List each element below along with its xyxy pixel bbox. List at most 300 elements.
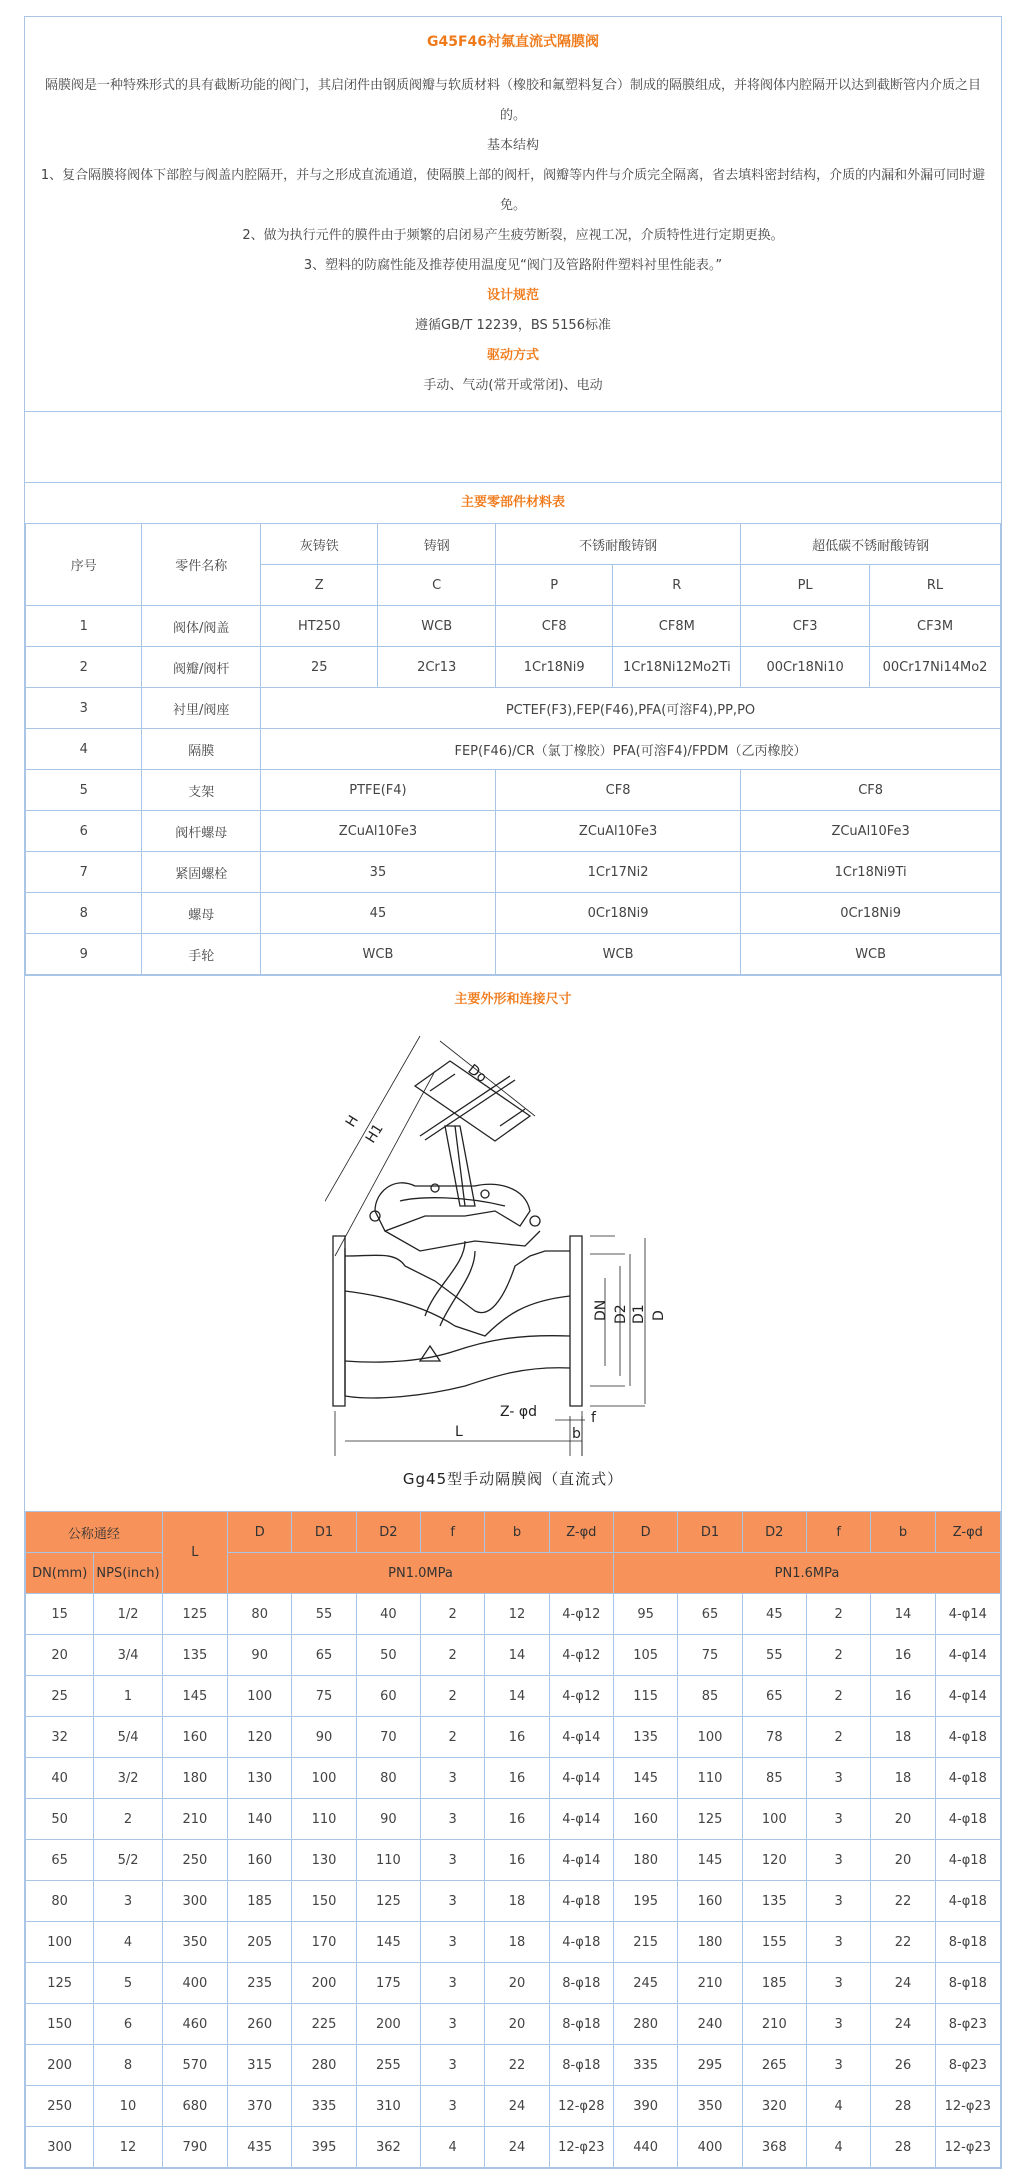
dimension-cell: 4	[806, 2127, 870, 2168]
dimension-cell: 8	[94, 2045, 162, 2086]
dimension-cell: 22	[871, 1881, 935, 1922]
dimension-cell: 16	[485, 1758, 549, 1799]
dimension-cell: 120	[742, 1840, 806, 1881]
dimensions-table	[25, 1511, 1001, 2168]
header-cell: D2	[742, 1512, 806, 1553]
intro-paragraph: 隔膜阀是一种特殊形式的具有截断功能的阀门，其启闭件由钢质阀瓣与软质材料（橡胶和氟塑料复合）制成的隔膜组成，并将阀体内腔隔开以达到截断管内介质之目的。	[44, 78, 981, 123]
dimension-cell: 4-φ12	[549, 1635, 613, 1676]
part-name: 紧固螺栓	[142, 852, 261, 893]
material-cell: ZCuAl10Fe3	[260, 811, 495, 852]
dimension-cell: 135	[742, 1881, 806, 1922]
material-cell: ZCuAl10Fe3	[741, 811, 1001, 852]
dimension-cell: 185	[742, 1963, 806, 2004]
valve-body	[333, 1236, 582, 1406]
dimension-cell: 110	[292, 1799, 356, 1840]
dimension-cell: 200	[292, 1963, 356, 2004]
dimension-cell: 2	[421, 1676, 485, 1717]
dimension-row	[26, 2086, 1001, 2127]
part-name: 支架	[142, 770, 261, 811]
group-header: 灰铸铁	[260, 524, 377, 565]
dimension-cell: 45	[742, 1594, 806, 1635]
dimension-cell: 20	[485, 1963, 549, 2004]
dimension-cell: 125	[356, 1881, 420, 1922]
dimension-cell: 160	[228, 1840, 292, 1881]
dimension-cell: 400	[162, 1963, 227, 2004]
dimension-cell: 300	[162, 1881, 227, 1922]
dimension-cell: 280	[614, 2004, 678, 2045]
material-cell: WCB	[495, 934, 740, 975]
dimension-cell: 335	[614, 2045, 678, 2086]
dimension-cell: 6	[94, 2004, 162, 2045]
dimension-cell: 8-φ18	[549, 2004, 613, 2045]
dimension-cell: 195	[614, 1881, 678, 1922]
dimension-cell: 240	[678, 2004, 742, 2045]
header-cell: Z-φd	[549, 1512, 613, 1553]
col-header-part-name: 零件名称	[142, 524, 261, 606]
dimension-cell: 78	[742, 1717, 806, 1758]
dimension-cell: 90	[356, 1799, 420, 1840]
dimension-cell: 15	[26, 1594, 94, 1635]
dimension-cell: 12	[485, 1594, 549, 1635]
dimension-row	[26, 1799, 1001, 1840]
dimension-cell: 4-φ14	[549, 1840, 613, 1881]
dimension-cell: 8-φ23	[935, 2004, 1000, 2045]
dimension-cell: 225	[292, 2004, 356, 2045]
dimension-cell: 125	[162, 1594, 227, 1635]
dimension-cell: 680	[162, 2086, 227, 2127]
dimension-cell: 100	[292, 1758, 356, 1799]
dimension-cell: 300	[26, 2127, 94, 2168]
dimension-cell: 180	[678, 1922, 742, 1963]
material-cell: CF3M	[870, 606, 1001, 647]
material-cell: WCB	[741, 934, 1001, 975]
header-nominal-diameter: 公称通经	[26, 1512, 163, 1553]
dimension-cell: 400	[678, 2127, 742, 2168]
dimension-cell: 3/4	[94, 1635, 162, 1676]
structure-item-1: 1、复合隔膜将阀体下部腔与阀盖内腔隔开，并与之形成直流通道，使隔膜上部的阀杆，阀瓣等内件与介质完全隔离，省去填料密封结构，介质的内漏和外漏可同时避免。	[40, 168, 986, 213]
dimension-cell: 4-φ14	[549, 1717, 613, 1758]
dimension-cell: 18	[871, 1758, 935, 1799]
dimension-cell: 16	[485, 1717, 549, 1758]
dimension-cell: 440	[614, 2127, 678, 2168]
materials-row	[26, 688, 1001, 729]
dimension-cell: 4-φ18	[549, 1922, 613, 1963]
dimension-cell: 12-φ28	[549, 2086, 613, 2127]
dimension-cell: 160	[614, 1799, 678, 1840]
dimension-cell: 14	[871, 1594, 935, 1635]
part-name: 螺母	[142, 893, 261, 934]
dimension-cell: 210	[742, 2004, 806, 2045]
dimension-cell: 4-φ18	[549, 1881, 613, 1922]
dimension-cell: 215	[614, 1922, 678, 1963]
dimension-row	[26, 1676, 1001, 1717]
dimension-cell: 22	[485, 2045, 549, 2086]
material-cell: CF8	[741, 770, 1001, 811]
dimension-cell: 210	[162, 1799, 227, 1840]
design-text: 遵循GB/T 12239，BS 5156标准	[415, 318, 611, 333]
label-d: D	[651, 1310, 667, 1321]
dimension-cell: 160	[678, 1881, 742, 1922]
dimension-cell: 2	[421, 1635, 485, 1676]
dimension-cell: 50	[356, 1635, 420, 1676]
dimension-cell: 368	[742, 2127, 806, 2168]
dimension-cell: 75	[678, 1635, 742, 1676]
blank-row	[25, 412, 1001, 483]
part-name: 阀瓣/阀杆	[142, 647, 261, 688]
dimension-cell: 362	[356, 2127, 420, 2168]
product-content	[24, 16, 1002, 2169]
dimension-cell: 28	[871, 2127, 935, 2168]
col-header-no: 序号	[26, 524, 142, 606]
dimension-cell: 2	[806, 1676, 870, 1717]
header-nps: NPS(inch)	[94, 1553, 162, 1594]
material-cell: PCTEF(F3),FEP(F46),PFA(可溶F4),PP,PO	[260, 688, 1000, 729]
dimension-cell: 310	[356, 2086, 420, 2127]
dimension-cell: 145	[614, 1758, 678, 1799]
materials-row	[26, 852, 1001, 893]
dimension-cell: 265	[742, 2045, 806, 2086]
dimension-cell: 80	[356, 1758, 420, 1799]
row-number: 8	[26, 893, 142, 934]
dimension-cell: 85	[742, 1758, 806, 1799]
dimension-cell: 3	[806, 2045, 870, 2086]
material-cell: 45	[260, 893, 495, 934]
dimension-cell: 125	[26, 1963, 94, 2004]
header-cell: D	[614, 1512, 678, 1553]
header-cell: f	[806, 1512, 870, 1553]
dimension-cell: 65	[292, 1635, 356, 1676]
code-header: RL	[870, 565, 1001, 606]
header-dn: DN(mm)	[26, 1553, 94, 1594]
dimension-row	[26, 1635, 1001, 1676]
dimension-cell: 4-φ18	[935, 1799, 1000, 1840]
dimension-cell: 10	[94, 2086, 162, 2127]
dimension-cell: 180	[162, 1758, 227, 1799]
material-cell: 1Cr18Ni9Ti	[741, 852, 1001, 893]
dimension-cell: 8-φ18	[549, 2045, 613, 2086]
dimension-cell: 18	[871, 1717, 935, 1758]
drive-heading: 驱动方式	[486, 348, 539, 363]
label-b: b	[572, 1426, 581, 1442]
material-cell: 00Cr18Ni10	[741, 647, 870, 688]
materials-row	[26, 647, 1001, 688]
dimension-cell: 150	[26, 2004, 94, 2045]
dimension-cell: 20	[485, 2004, 549, 2045]
header-cell: b	[485, 1512, 549, 1553]
material-cell: CF8M	[613, 606, 741, 647]
material-cell: 25	[260, 647, 377, 688]
material-cell: 2Cr13	[378, 647, 495, 688]
dimension-cell: 790	[162, 2127, 227, 2168]
dimension-row	[26, 2045, 1001, 2086]
dimension-cell: 135	[614, 1717, 678, 1758]
part-name: 手轮	[142, 934, 261, 975]
dimension-cell: 4	[94, 1922, 162, 1963]
diagram-caption: Gg45型手动隔膜阀（直流式）	[402, 1470, 624, 1488]
dimension-cell: 100	[742, 1799, 806, 1840]
material-cell: 0Cr18Ni9	[495, 893, 740, 934]
intro-section	[25, 17, 1001, 412]
dimension-cell: 5	[94, 1963, 162, 2004]
dimension-cell: 460	[162, 2004, 227, 2045]
dimension-cell: 14	[485, 1676, 549, 1717]
dimension-cell: 175	[356, 1963, 420, 2004]
material-cell: 1Cr18Ni12Mo2Ti	[613, 647, 741, 688]
row-number: 9	[26, 934, 142, 975]
dimension-cell: 210	[678, 1963, 742, 2004]
dimension-cell: 4-φ14	[935, 1676, 1000, 1717]
dimension-cell: 40	[356, 1594, 420, 1635]
dimension-row	[26, 1758, 1001, 1799]
dimension-row	[26, 1963, 1001, 2004]
group-header: 超低碳不锈耐酸铸钢	[741, 524, 1001, 565]
dimension-cell: 3	[806, 2004, 870, 2045]
dimension-diagram	[25, 975, 1001, 1511]
structure-heading: 基本结构	[486, 138, 539, 153]
header-pn10: PN1.0MPa	[228, 1553, 614, 1594]
header-cell: b	[871, 1512, 935, 1553]
dimension-cell: 3	[421, 1963, 485, 2004]
row-number: 1	[26, 606, 142, 647]
dimension-cell: 4	[806, 2086, 870, 2127]
label-zphid: Z- φd	[500, 1404, 537, 1420]
dimension-cell: 3	[806, 1881, 870, 1922]
dimension-cell: 110	[356, 1840, 420, 1881]
dimension-cell: 12-φ23	[935, 2127, 1000, 2168]
material-cell: 0Cr18Ni9	[741, 893, 1001, 934]
dimension-cell: 160	[162, 1717, 227, 1758]
dimension-cell: 24	[871, 1963, 935, 2004]
dimension-cell: 245	[614, 1963, 678, 2004]
dimension-cell: 200	[356, 2004, 420, 2045]
label-do: Do	[464, 1061, 490, 1087]
design-heading: 设计规范	[486, 288, 539, 303]
dimension-cell: 125	[678, 1799, 742, 1840]
dimension-cell: 65	[678, 1594, 742, 1635]
dimension-cell: 145	[162, 1676, 227, 1717]
dimension-cell: 1/2	[94, 1594, 162, 1635]
dimension-cell: 4-φ14	[935, 1635, 1000, 1676]
material-cell: CF8	[495, 770, 740, 811]
dimension-cell: 65	[742, 1676, 806, 1717]
label-d1: D1	[631, 1304, 647, 1324]
dimension-cell: 100	[678, 1717, 742, 1758]
dimension-cell: 320	[742, 2086, 806, 2127]
dimension-cell: 280	[292, 2045, 356, 2086]
structure-item-3: 3、塑料的防腐性能及推荐使用温度见“阀门及管路附件塑料衬里性能表。”	[303, 258, 723, 273]
label-l: L	[455, 1424, 463, 1440]
dimension-cell: 28	[871, 2086, 935, 2127]
material-cell: HT250	[260, 606, 377, 647]
structure-item-2: 2、做为执行元件的膜件由于频繁的启闭易产生疲劳断裂，应视工况，介质特性进行定期更换。	[242, 228, 784, 243]
dimension-cell: 3	[806, 1922, 870, 1963]
dimension-cell: 3	[421, 2045, 485, 2086]
material-cell: FEP(F46)/CR（氯丁橡胶）PFA(可溶F4)/FPDM（乙丙橡胶）	[260, 729, 1000, 770]
dimension-cell: 16	[485, 1840, 549, 1881]
material-cell: PTFE(F4)	[260, 770, 495, 811]
dimension-cell: 18	[485, 1922, 549, 1963]
dimension-cell: 18	[485, 1881, 549, 1922]
label-h1: H1	[362, 1121, 387, 1147]
dimension-cell: 110	[678, 1758, 742, 1799]
header-cell: f	[421, 1512, 485, 1553]
dimension-cell: 16	[871, 1676, 935, 1717]
dimension-cell: 55	[292, 1594, 356, 1635]
row-number: 6	[26, 811, 142, 852]
dimension-cell: 3	[421, 1840, 485, 1881]
dimension-cell: 4-φ14	[549, 1799, 613, 1840]
dimension-cell: 25	[26, 1676, 94, 1717]
dimension-cell: 3	[421, 1922, 485, 1963]
dimension-cell: 4-φ18	[935, 1881, 1000, 1922]
dimension-cell: 75	[292, 1676, 356, 1717]
material-cell: 00Cr17Ni14Mo2	[870, 647, 1001, 688]
dimension-cell: 3	[806, 1963, 870, 2004]
material-cell: 1Cr17Ni2	[495, 852, 740, 893]
dimension-cell: 200	[26, 2045, 94, 2086]
dimension-cell: 12-φ23	[549, 2127, 613, 2168]
dimension-cell: 85	[678, 1676, 742, 1717]
dimension-cell: 350	[678, 2086, 742, 2127]
drive-text: 手动、气动(常开或常闭)、电动	[423, 378, 603, 393]
dimension-cell: 250	[26, 2086, 94, 2127]
materials-row	[26, 934, 1001, 975]
dimension-cell: 8-φ18	[549, 1963, 613, 2004]
label-d2: D2	[613, 1304, 629, 1324]
dimension-cell: 145	[678, 1840, 742, 1881]
valve-drawing	[325, 1016, 765, 1466]
dimension-cell: 20	[871, 1799, 935, 1840]
dimension-cell: 115	[614, 1676, 678, 1717]
materials-row	[26, 770, 1001, 811]
dimension-cell: 50	[26, 1799, 94, 1840]
dimension-cell: 16	[485, 1799, 549, 1840]
dimension-cell: 3	[806, 1758, 870, 1799]
material-cell: WCB	[260, 934, 495, 975]
dimension-row	[26, 1840, 1001, 1881]
code-header: Z	[260, 565, 377, 606]
dimension-cell: 4-φ12	[549, 1676, 613, 1717]
dimension-cell: 235	[228, 1963, 292, 2004]
dimension-lines	[325, 1036, 645, 1456]
part-name: 衬里/阀座	[142, 688, 261, 729]
dimension-cell: 80	[228, 1594, 292, 1635]
dimension-cell: 4-φ18	[935, 1840, 1000, 1881]
dimension-cell: 4-φ18	[935, 1717, 1000, 1758]
dimension-cell: 12-φ23	[935, 2086, 1000, 2127]
page-title: G45F46衬氟直流式隔膜阀	[426, 34, 600, 50]
dimension-cell: 5/4	[94, 1717, 162, 1758]
dimension-cell: 3	[421, 1799, 485, 1840]
dimension-cell: 1	[94, 1676, 162, 1717]
dimension-cell: 105	[614, 1635, 678, 1676]
dimension-cell: 205	[228, 1922, 292, 1963]
label-dn: DN	[593, 1299, 609, 1321]
dimension-cell: 80	[26, 1881, 94, 1922]
dimension-cell: 5/2	[94, 1840, 162, 1881]
dimension-cell: 180	[614, 1840, 678, 1881]
dimension-cell: 135	[162, 1635, 227, 1676]
materials-row	[26, 729, 1001, 770]
dimension-cell: 20	[871, 1840, 935, 1881]
row-number: 7	[26, 852, 142, 893]
dimension-cell: 24	[485, 2086, 549, 2127]
group-header: 不锈耐酸铸钢	[495, 524, 740, 565]
row-number: 4	[26, 729, 142, 770]
dimension-cell: 24	[871, 2004, 935, 2045]
dimension-cell: 32	[26, 1717, 94, 1758]
header-length: L	[162, 1512, 227, 1594]
dimension-cell: 2	[421, 1717, 485, 1758]
dimension-cell: 100	[228, 1676, 292, 1717]
part-name: 阀体/阀盖	[142, 606, 261, 647]
dimension-cell: 90	[228, 1635, 292, 1676]
dimension-cell: 395	[292, 2127, 356, 2168]
label-f: f	[591, 1410, 596, 1426]
dimension-cell: 130	[228, 1758, 292, 1799]
dimension-row	[26, 2127, 1001, 2168]
part-name: 阀杆螺母	[142, 811, 261, 852]
dimension-cell: 22	[871, 1922, 935, 1963]
dimension-cell: 4-φ14	[935, 1594, 1000, 1635]
dimension-cell: 185	[228, 1881, 292, 1922]
dimension-cell: 370	[228, 2086, 292, 2127]
dimension-cell: 250	[162, 1840, 227, 1881]
dimension-cell: 40	[26, 1758, 94, 1799]
diagram-title: 主要外形和连接尺寸	[454, 992, 572, 1007]
dimension-cell: 150	[292, 1881, 356, 1922]
dimension-cell: 2	[806, 1717, 870, 1758]
row-number: 5	[26, 770, 142, 811]
dimension-cell: 155	[742, 1922, 806, 1963]
dimension-cell: 3	[421, 1881, 485, 1922]
dimension-cell: 145	[356, 1922, 420, 1963]
dimension-cell: 3	[806, 1840, 870, 1881]
dimension-cell: 130	[292, 1840, 356, 1881]
material-cell: WCB	[378, 606, 495, 647]
dimension-cell: 8-φ18	[935, 1963, 1000, 2004]
label-h: H	[342, 1112, 362, 1131]
dimension-cell: 390	[614, 2086, 678, 2127]
dimension-cell: 120	[228, 1717, 292, 1758]
dimension-cell: 2	[94, 1799, 162, 1840]
dimension-cell: 4-φ14	[549, 1758, 613, 1799]
dimension-row	[26, 1922, 1001, 1963]
dimension-row	[26, 1881, 1001, 1922]
dimension-cell: 295	[678, 2045, 742, 2086]
dimension-cell: 60	[356, 1676, 420, 1717]
dimension-cell: 26	[871, 2045, 935, 2086]
dimension-cell: 435	[228, 2127, 292, 2168]
materials-title: 主要零部件材料表	[460, 495, 565, 510]
dimension-cell: 3	[94, 1881, 162, 1922]
part-name: 隔膜	[142, 729, 261, 770]
row-number: 2	[26, 647, 142, 688]
dimension-cell: 260	[228, 2004, 292, 2045]
code-header: PL	[741, 565, 870, 606]
dimension-cell: 2	[421, 1594, 485, 1635]
dimension-cell: 16	[871, 1635, 935, 1676]
header-cell: D1	[678, 1512, 742, 1553]
dimension-cell: 2	[806, 1594, 870, 1635]
dimension-row	[26, 1594, 1001, 1635]
dimension-cell: 100	[26, 1922, 94, 1963]
materials-row	[26, 811, 1001, 852]
header-cell: D	[228, 1512, 292, 1553]
code-header: R	[613, 565, 741, 606]
dimension-cell: 315	[228, 2045, 292, 2086]
dimension-row	[26, 1717, 1001, 1758]
